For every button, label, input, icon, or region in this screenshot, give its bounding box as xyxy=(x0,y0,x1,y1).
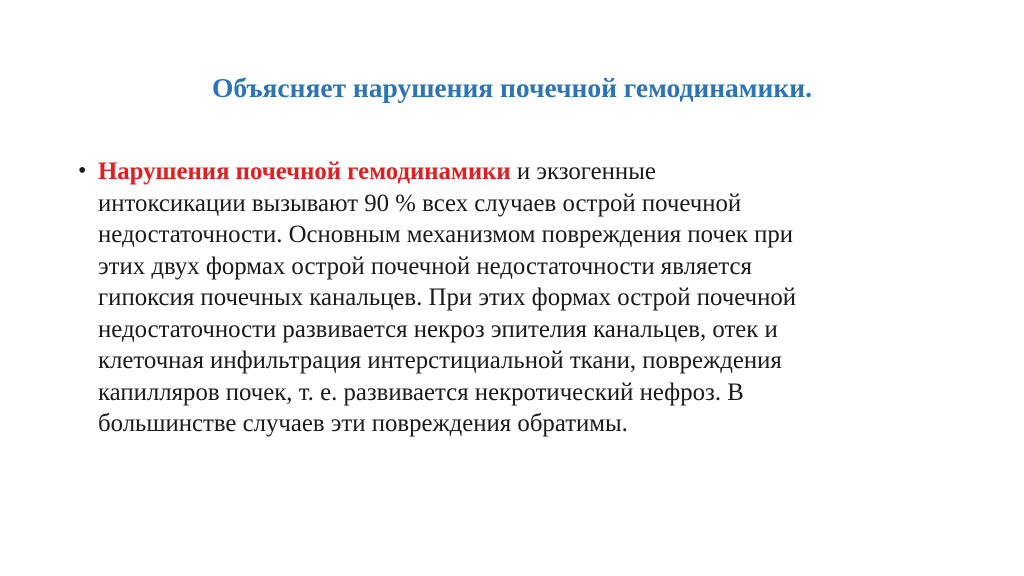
slide-title: Объясняет нарушения почечной гемодинамики. xyxy=(212,72,812,103)
bullet-line-5: гипоксия почечных канальцев. При этих формах острой почечной xyxy=(98,284,797,311)
highlighted-term: Нарушения почечной гемодинамики xyxy=(98,158,511,185)
bullet-line-4: этих двух формах острой почечной недостаточности является xyxy=(98,252,752,280)
bullet-text: и экзогенные xyxy=(510,158,656,185)
bullet-line-2: интоксикации вызывают 90 % всех случаев острой почечной xyxy=(98,189,742,217)
bullet-line-6: недостаточности развивается некроз эпителия канальцев, отек и xyxy=(98,315,778,343)
bullet-marker: • xyxy=(78,158,87,184)
bullet-line-8: капилляров почек, т. е. развивается некротический нефроз. В xyxy=(98,378,744,406)
bullet-line-7: клеточная инфильтрация интерстициальной ткани, повреждения xyxy=(98,347,782,374)
bullet-line-9: большинстве случаев эти повреждения обратимы. xyxy=(98,410,628,437)
bullet-line-1 xyxy=(98,156,948,188)
bullet-item xyxy=(78,156,948,440)
bullet-list xyxy=(78,156,948,440)
bullet-line-3: недостаточности. Основным механизмом повреждения почек при xyxy=(98,221,794,248)
